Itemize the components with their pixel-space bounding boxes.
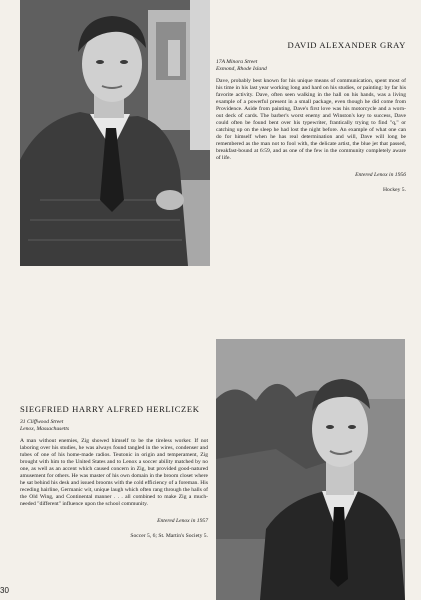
student-bio: Dave, probably best known for his unique means of communication, spent most of his time in his last year working long and hard on his studies, or painting: by far his favorite activity. Dave, often seen walking in the hall on his hands, was a living example of a powerful present in a small package, even though he did come from Providence. Aside from painting, Dave's first love was his motorcycle and a worn-out deck of cards. The barber's worst enemy and Winston's key to success, Dave could often be found bent over his typewriter, frantically trying to find "q," or catching up on the sleep he had lost the night before. An example of what one can do for himself when he has real determination and will, Dave will long be remembered as the man not to fool with, the delicate artist, the blue jet that passed, breakfast-bound at 6:59, and as one of the few in the community completely aware of life.	[216, 78, 406, 161]
student-address	[20, 419, 208, 433]
student-name: SIEGFRIED HARRY ALFRED HERLICZEK	[20, 404, 200, 414]
page-number: 30	[0, 586, 9, 595]
student-entry-herliczek	[20, 404, 208, 539]
student-activities: Hockey 5.	[383, 187, 406, 193]
student-photo-gray	[20, 0, 210, 266]
student-address	[216, 59, 406, 73]
student-name: DAVID ALEXANDER GRAY	[287, 40, 406, 50]
address-line-2: Lenox, Massachusetts	[20, 426, 70, 432]
student-activities: Soccer 5, 6; St. Martin's Society 5.	[130, 533, 208, 539]
address-line-1: 31 Cliffwood Street	[20, 419, 64, 425]
entered-year: Entered Lenox in 1957	[157, 518, 208, 524]
address-line-2: Exmond, Rhode Island	[216, 66, 267, 72]
address-line-1: 17A Minora Street	[216, 59, 258, 65]
student-entry-gray	[216, 40, 406, 193]
entered-year: Entered Lenox in 1956	[355, 172, 406, 178]
student-bio: A man without enemies, Zig showed himself to be the tireless worker. If not laboring over his studies, he was always found tangled in the wires, condenser and tubes of one of his home-made radios. Teutonic in origin and temperament, Zig brought with him to the United States and to Lenox a soccer ability matched by no one, as well as an accent which caused concern in Zig, but provided good-natured amusement for others. He was master of his own domain in the broom closet where he sat behind his desk and issued brooms with the cold efficiency of a foreman. His receding hairline, Germanic wit, unique laugh which often rang through the halls of the Old Wing, and Continental manner . . . all combined to make Zig a much-needed "different" influence upon the school community.	[20, 438, 208, 507]
student-photo-herliczek	[216, 339, 405, 600]
